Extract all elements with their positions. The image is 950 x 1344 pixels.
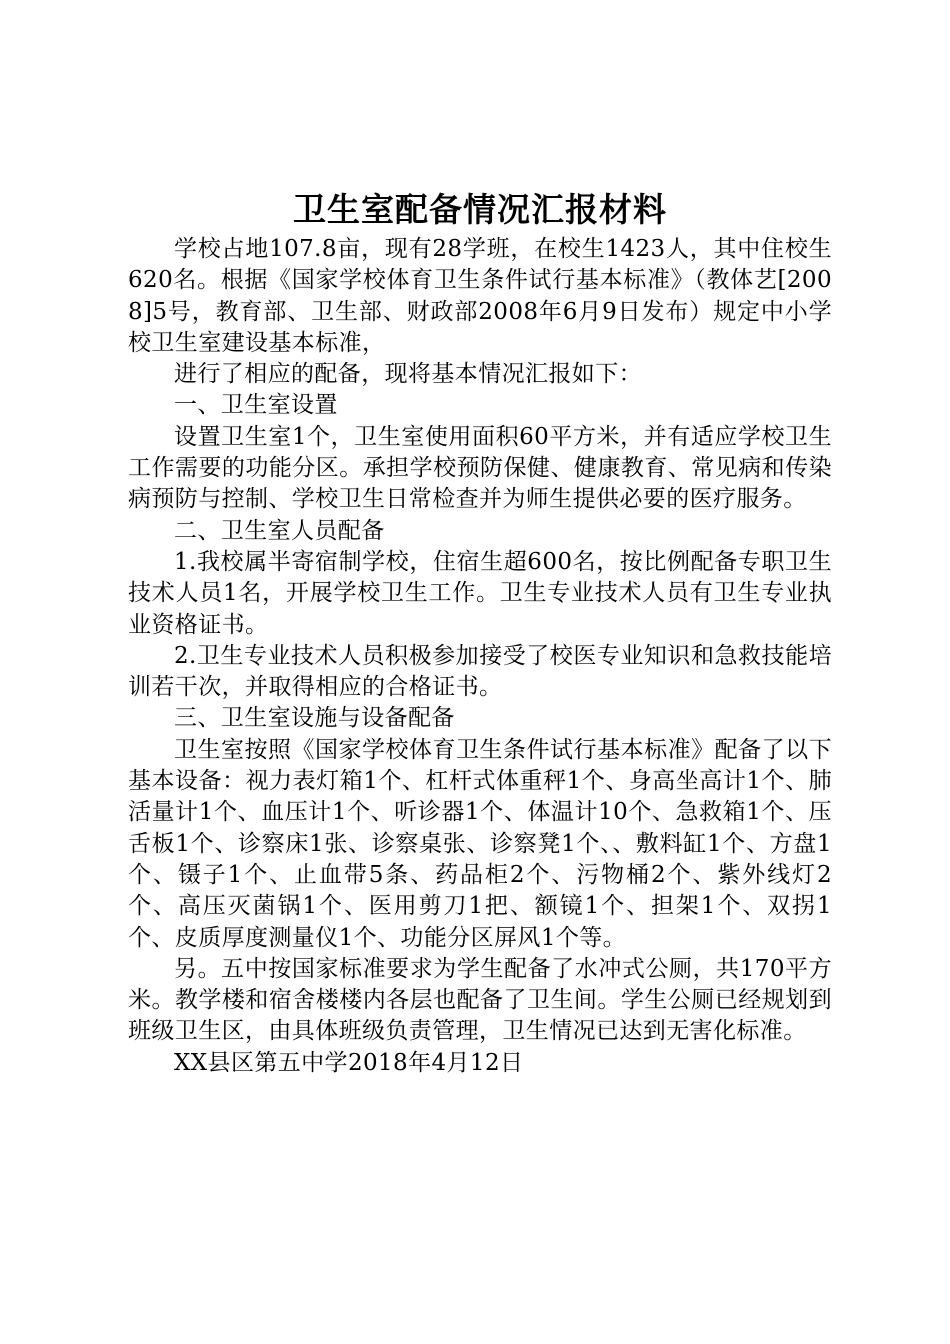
section-heading-equipment: 三、卫生室设施与设备配备 — [174, 705, 455, 732]
equipment-paragraph: 卫生室按照《国家学校体育卫生条件试行基本标准》配备了以下基本设备：视力表灯箱1个、杠杆式体重秤1个、身高坐高计1个、肺活量计1个、血压计1个、听诊器1个、体温计10个、急救箱1个、压舌板1个、诊察床1张、诊察桌张、诊察凳1个、、敷料缸1个、方盘1个、镊子1个、止血带5条、药品柜2个、污物桶2个、紫外线灯2个、高压灭菌锅1个、医用剪刀1把、额镜1个、担架1个、双拐1个、皮质厚度测量仪1个、功能分区屏风1个等。 — [128, 736, 832, 951]
section-heading-staffing: 二、卫生室人员配备 — [174, 517, 385, 544]
document-title: 卫生室配备情况汇报材料 — [293, 190, 667, 229]
setup-paragraph: 设置卫生室1个，卫生室使用面积60平方米，并有适应学校卫生工作需要的功能分区。承担学校预防保健、健康教育、常见病和传染病预防与控制、学校卫生日常检查并为师生提供必要的医疗服务。 — [128, 423, 832, 513]
staffing-item-1: 1.我校属半寄宿制学校，住宿生超600名，按比例配备专职卫生技术人员1名，开展学校卫生工作。卫生专业技术人员有卫生专业执业资格证书。 — [128, 548, 832, 638]
toilet-paragraph: 另。五中按国家标准要求为学生配备了水冲式公厕，共170平方米。教学楼和宿舍楼楼内各层也配备了卫生间。学生公厕已经规划到班级卫生区，由具体班级负责管理，卫生情况已达到无害化标准。 — [128, 955, 832, 1045]
section-heading-setup: 一、卫生室设置 — [174, 392, 338, 419]
document-page — [128, 186, 832, 1079]
staffing-item-2: 2.卫生专业技术人员积极参加接受了校医专业知识和急救技能培训若干次，并取得相应的合格证书。 — [128, 642, 832, 701]
intro-continuation: 进行了相应的配备，现将基本情况汇报如下： — [174, 361, 642, 388]
intro-paragraph: 学校占地107.8亩，现有28学班，在校生1423人，其中住校生620名。根据《国家学校体育卫生条件试行基本标准》（教体艺[2008]5号，教育部、卫生部、财政部2008年6月9日发布）规定中小学校卫生室建设基本标准， — [128, 236, 832, 356]
signature-line: XX县区第五中学2018年4月12日 — [174, 1049, 524, 1076]
